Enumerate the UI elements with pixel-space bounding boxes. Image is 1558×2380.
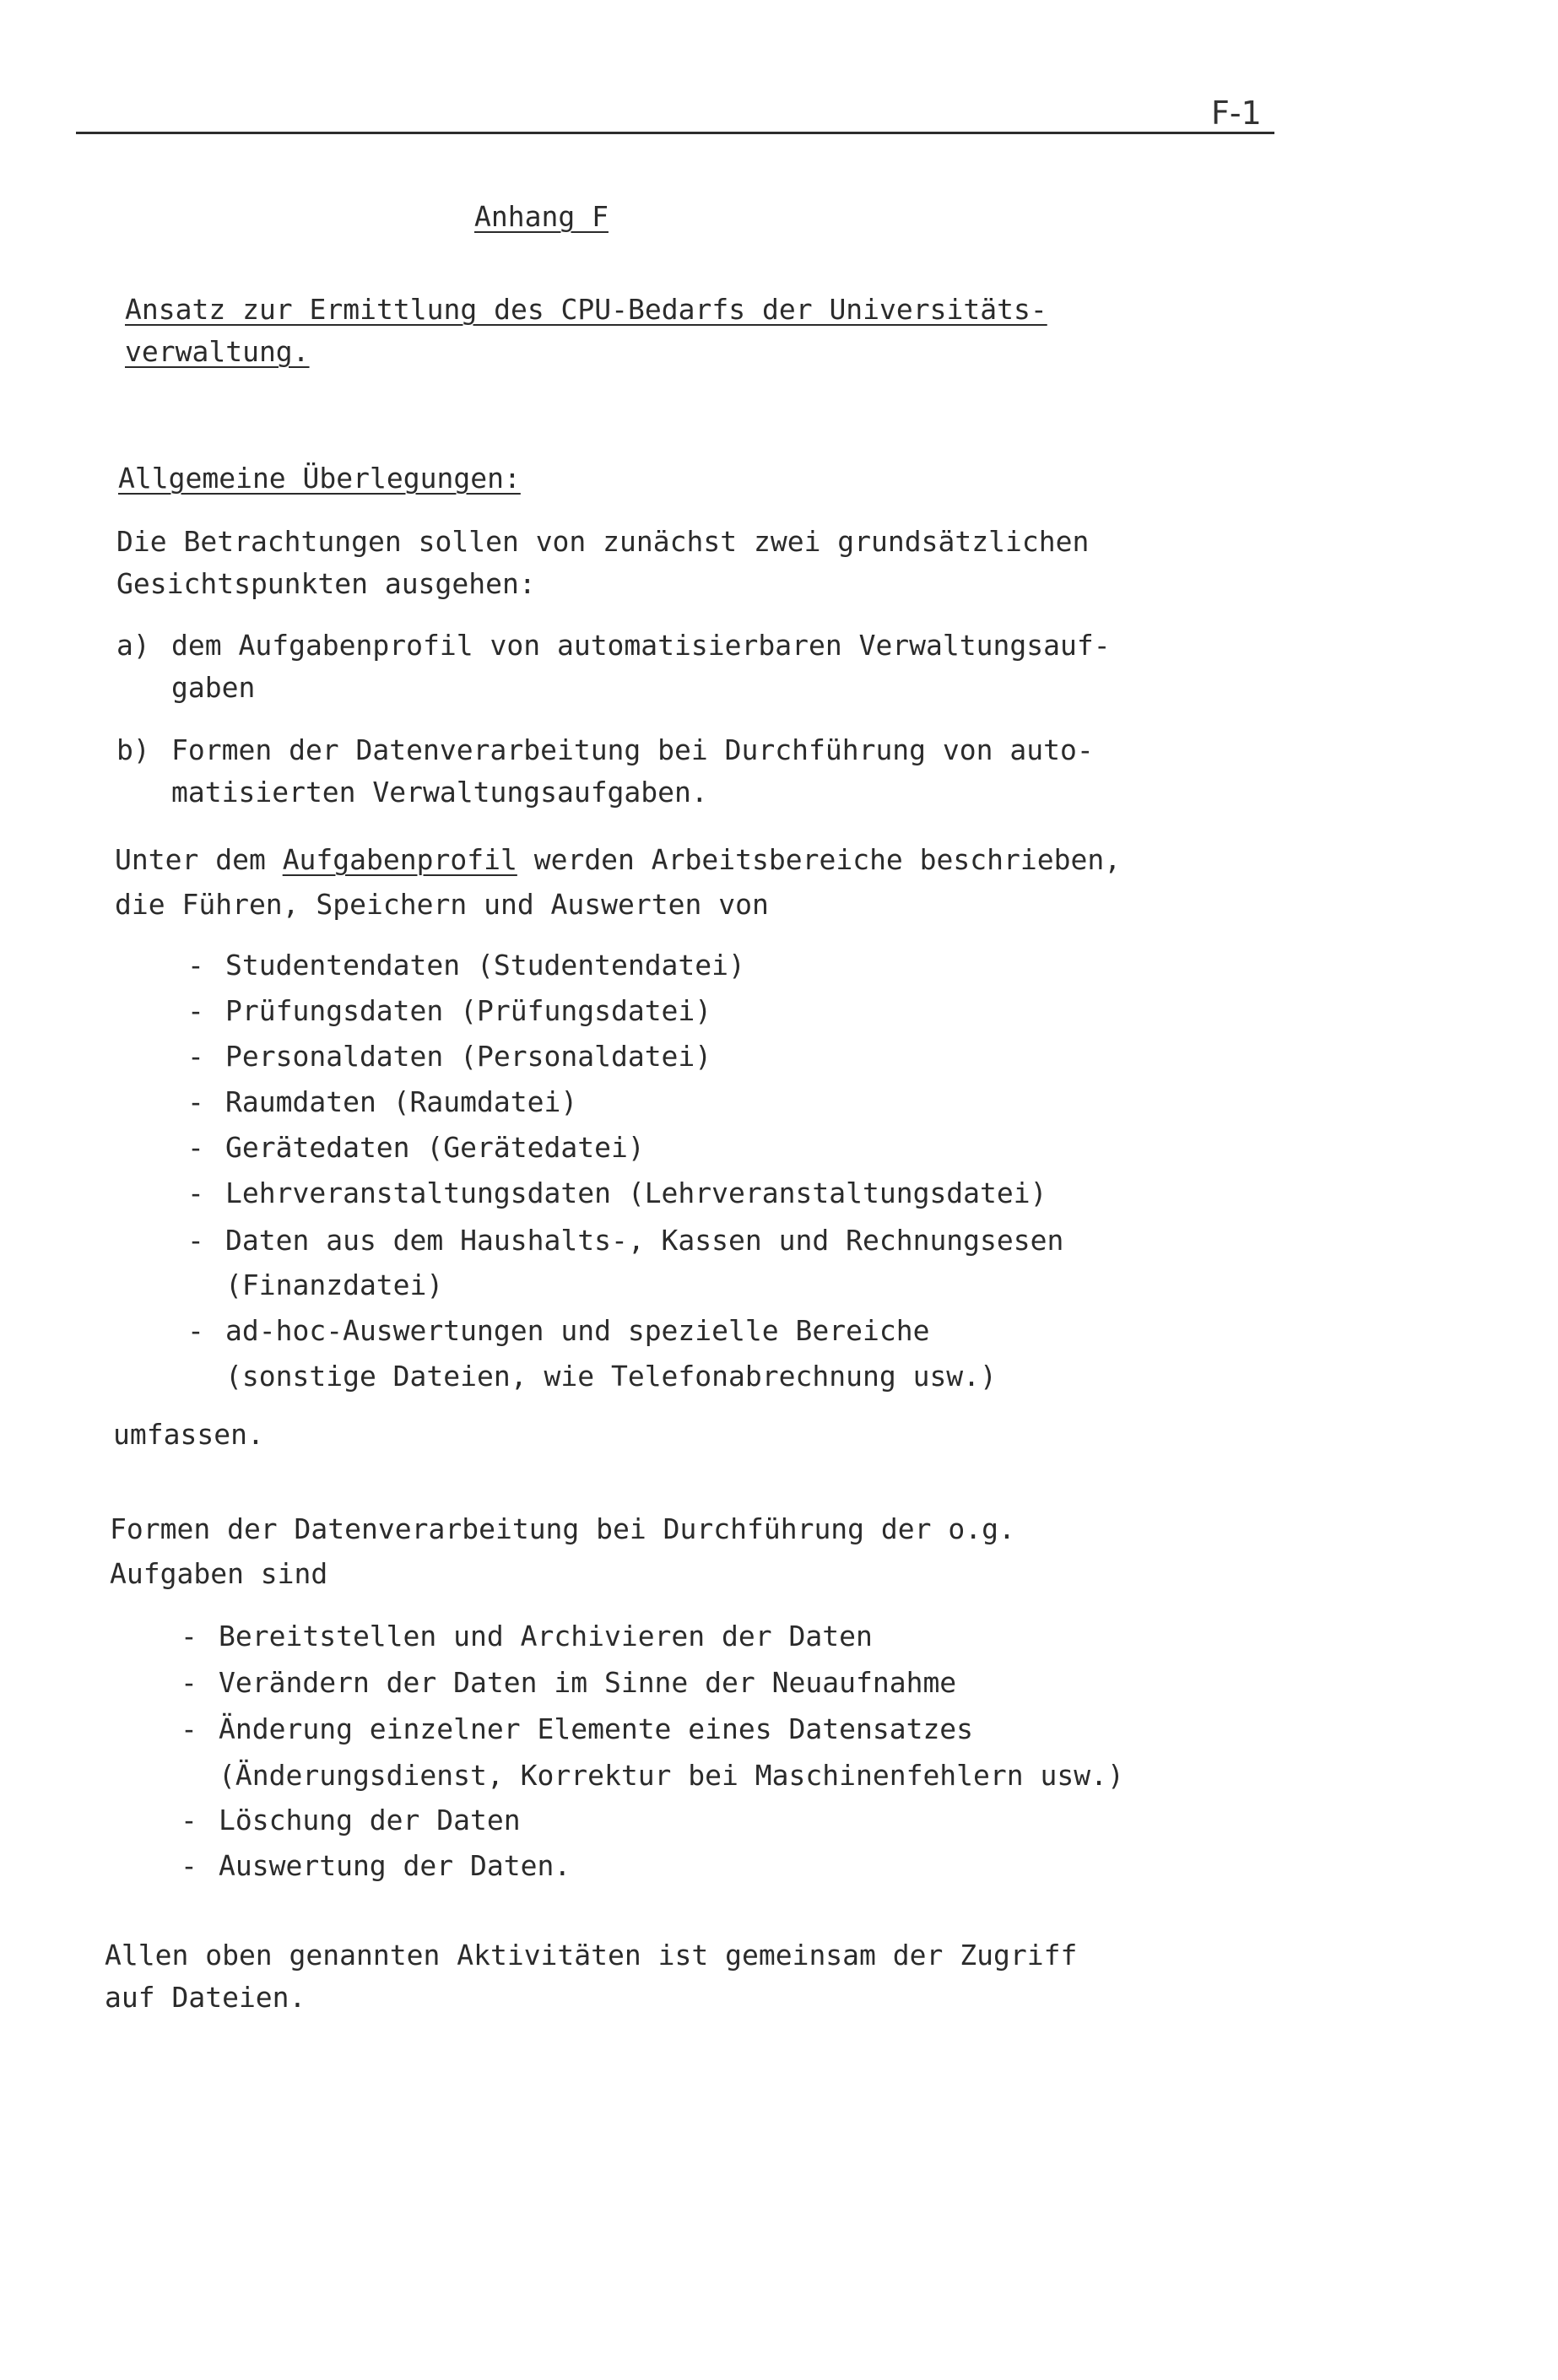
list-item: - Bereitstellen und Archivieren der Daten	[181, 1620, 873, 1652]
profile-pre: Unter dem	[115, 843, 283, 876]
section-title-line1: Ansatz zur Ermittlung des CPU-Bedarfs der Universitäts-	[125, 293, 1047, 326]
list-item-text: Verändern der Daten im Sinne der Neuaufnahme	[219, 1666, 957, 1699]
list-item-text: Personaldaten (Personaldatei)	[225, 1040, 712, 1073]
list-item-continuation: (sonstige Dateien, wie Telefonabrechnung usw.)	[225, 1360, 997, 1393]
list-item: - Studentendaten (Studentendatei)	[187, 949, 745, 982]
list-item: - Löschung der Daten	[181, 1804, 521, 1836]
list-item-text: Raumdaten (Raumdatei)	[225, 1085, 578, 1118]
header-rule	[76, 132, 1274, 134]
point-a-line1: dem Aufgabenprofil von automatisierbaren Verwaltungsauf-	[171, 629, 1111, 662]
point-a-marker: a)	[116, 629, 150, 662]
list-item-text: ad-hoc-Auswertungen und spezielle Bereiche	[225, 1314, 930, 1347]
section-title-line2: verwaltung.	[125, 335, 310, 368]
point-b-line1: Formen der Datenverarbeitung bei Durchführung von auto-	[171, 733, 1094, 766]
list-item: - Personaldaten (Personaldatei)	[187, 1040, 712, 1073]
list-item-text: Daten aus dem Haushalts-, Kassen und Rechnungsesen	[225, 1224, 1064, 1257]
list-item: - Lehrveranstaltungsdaten (Lehrveranstaltungsdatei)	[187, 1176, 1047, 1209]
list-item-text: Gerätedaten (Gerätedatei)	[225, 1131, 645, 1164]
list-item: - Raumdaten (Raumdatei)	[187, 1085, 578, 1118]
profile-paragraph-line2: die Führen, Speichern und Auswerten von	[115, 888, 769, 921]
list-item: - Gerätedaten (Gerätedatei)	[187, 1131, 645, 1164]
list-item-continuation: (Änderungsdienst, Korrektur bei Maschinenfehlern usw.)	[219, 1759, 1124, 1792]
intro-line2: Gesichtspunkten ausgehen:	[116, 567, 536, 600]
list-item-text: Änderung einzelner Elemente eines Datensatzes	[219, 1712, 974, 1745]
list-item-text: Lehrveranstaltungsdaten (Lehrveranstaltungsdatei)	[225, 1176, 1047, 1209]
final-paragraph-line2: auf Dateien.	[105, 1981, 306, 2014]
list-item: - Verändern der Daten im Sinne der Neuaufnahme	[181, 1666, 957, 1699]
forms-paragraph-line1: Formen der Datenverarbeitung bei Durchführung der o.g.	[110, 1512, 1015, 1545]
point-b-marker: b)	[116, 733, 150, 766]
profile-paragraph-line1	[115, 843, 1122, 876]
point-a-line2: gaben	[171, 671, 256, 704]
list-item: - Auswertung der Daten.	[181, 1849, 571, 1882]
profile-term: Aufgabenprofil	[282, 843, 517, 876]
list-item-text: Bereitstellen und Archivieren der Daten	[219, 1620, 873, 1652]
list-item: - Änderung einzelner Elemente eines Datensatzes	[181, 1712, 974, 1745]
list-item: - ad-hoc-Auswertungen und spezielle Bereiche	[187, 1314, 930, 1347]
intro-line1: Die Betrachtungen sollen von zunächst zwei grundsätzlichen	[116, 525, 1090, 558]
appendix-title: Anhang F	[474, 200, 609, 233]
forms-paragraph-line2: Aufgaben sind	[110, 1557, 328, 1590]
list-item: - Prüfungsdaten (Prüfungsdatei)	[187, 994, 712, 1027]
final-paragraph-line1: Allen oben genannten Aktivitäten ist gemeinsam der Zugriff	[105, 1939, 1078, 1972]
page-number: F-1	[1211, 95, 1262, 132]
list-item-continuation: (Finanzdatei)	[225, 1268, 444, 1301]
subheading: Allgemeine Überlegungen:	[118, 462, 521, 495]
profile-post: werden Arbeitsbereiche beschrieben,	[517, 843, 1122, 876]
list-item-text: Studentendaten (Studentendatei)	[225, 949, 745, 982]
profile-closing: umfassen.	[113, 1418, 264, 1451]
point-b-line2: matisierten Verwaltungsaufgaben.	[171, 776, 708, 809]
list-item-text: Löschung der Daten	[219, 1804, 521, 1836]
list-item-text: Auswertung der Daten.	[219, 1849, 571, 1882]
list-item-text: Prüfungsdaten (Prüfungsdatei)	[225, 994, 712, 1027]
list-item: - Daten aus dem Haushalts-, Kassen und Rechnungsesen	[187, 1224, 1064, 1257]
